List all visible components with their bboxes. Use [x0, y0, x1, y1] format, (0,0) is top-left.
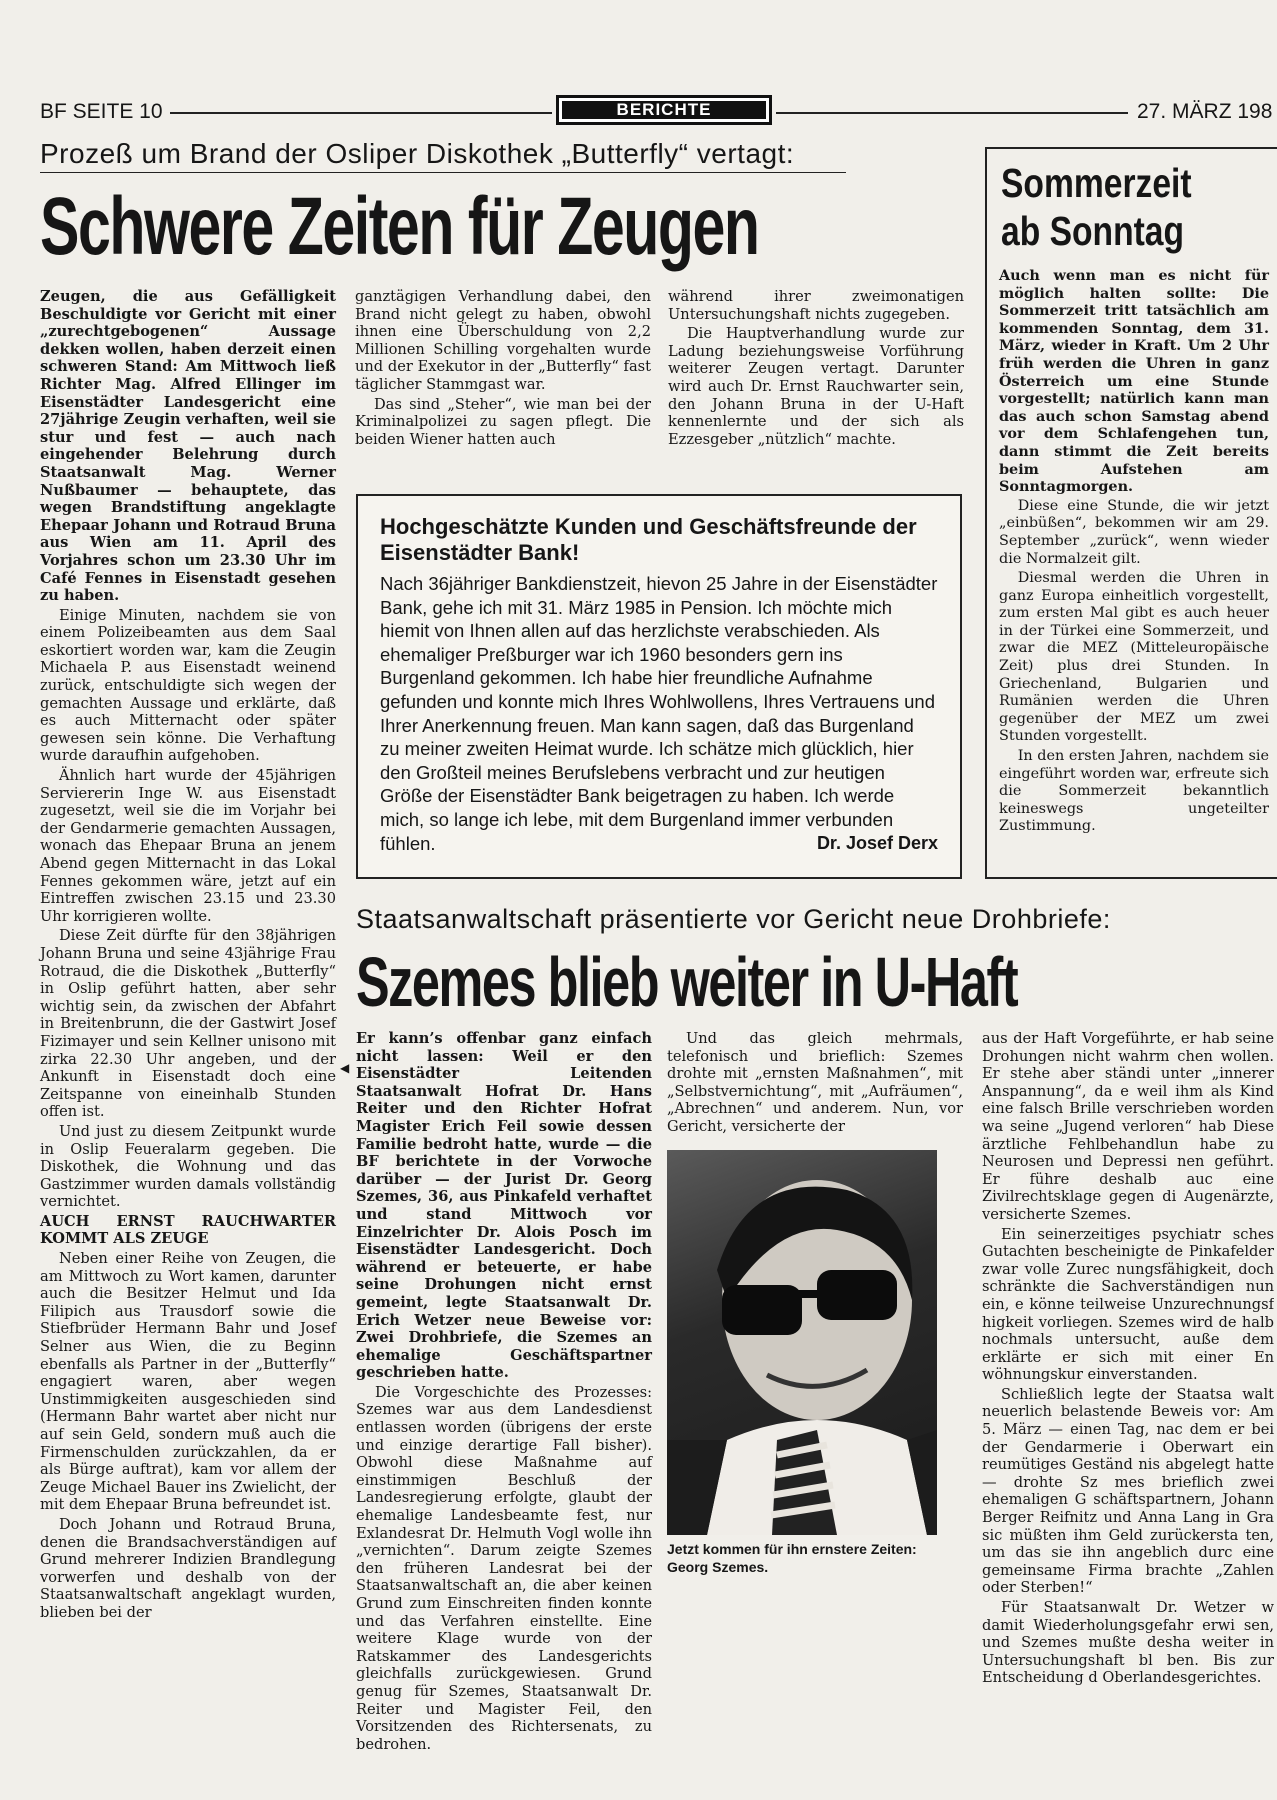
- article1-paragraph: Doch Johann und Rotraud Bruna, denen die Brandsachverständigen auf Grund mehrerer Indizien Brandlegung vorwerfen und deshalb von der Staatsanwaltschaft angeklagt wurden, blieben bei der: [40, 1515, 336, 1621]
- sidebar-paragraph: In den ersten Jahren, nachdem sie eingeführt worden war, erfreute sich die Sommerzeit bekanntlich keineswegs ungeteilter Zustimmung.: [999, 748, 1269, 835]
- section-badge: [556, 95, 772, 125]
- article1-paragraph: Einige Minuten, nachdem sie von einem Polizeibeamten aus dem Saal eskortiert worden war, kam die Zeugin Michaela P. aus Eisenstadt weinend zurück, entschuldigte sich wegen der gemachten Aussage und erklärte, daß es auch Mitternacht oder später gewesen sein könne. Die Verhaftung wurde daraufhin aufgehoben.: [40, 606, 336, 765]
- article1-subhead: AUCH ERNST RAUCHWARTER KOMMT ALS ZEUGE: [40, 1212, 336, 1248]
- column-marker-icon: ◀: [340, 1061, 350, 1075]
- article2-paragraph: aus der Haft Vorgeführte, er hab seine Drohungen nicht wahrm chen wollen. Er stehe aber ständi unter „innerer Anspannung“, da e weil ihm als Kind eine falsch Brille verschrieben worden wa seine „Jugend verloren“ hab Diese ärztliche Fehlbehandlun habe zu Neurosen und Depressi nen geführt. Er führe deshalb auc eine Zivilrechtsklage gegen di Augenärzte, versicherte Szemes.: [982, 1030, 1274, 1223]
- article2-paragraph: Schließlich legte der Staatsa walt neuerlich belastende Beweis vor: Am 5. März — einen Tag, nac dem er bei der Gendarmerie i Oberwart ein reumütiges Geständ nis abgelegt hatte — drohte Sz mes brieflich zwei ehemaligen G schäftspartnern, Johann Berger Reifnitz und Anna Lang in Gra sic müßten ihm Geld zurückersta ten, um das sie ihn angeblich durc eine gemeinsame Firma brachte „Zahlen oder Sterben!“: [982, 1385, 1274, 1597]
- photo-caption: Jetzt kommen für ihn ernstere Zeiten: Georg Szemes.: [667, 1541, 917, 1575]
- notice-title: Hochgeschätzte Kunden und Geschäftsfreunde der Eisenstädter Bank!: [380, 514, 917, 565]
- article1-paragraph: Neben einer Reihe von Zeugen, die am Mittwoch zu Wort kamen, darunter auch die Besitzer Helmut und Ida Filipich aus Trausdorf sowie die Stiefbrüder Hermann Bahr und Josef Selner aus Wien, die zu Beginn ebenfalls als Partner in der „Butterfly“ engagiert waren, aber wegen Unstimmigkeiten ausgeschieden sind (Hermann Bahr wartet aber nicht nur auf sein Geld, sondern muß auch die Firmenschulden zurückzahlen, da er als Bürge auftrat), kam vor allem der Zeuge Michael Bauer ins Zwielicht, der mit dem Ehepaar Bruna befreundet ist.: [40, 1250, 336, 1514]
- article2-paragraph: Ein seinerzeitiges psychiatr sches Gutachten bescheinigte de Pinkafelder zwar volle Zurec nungsfähigkeit, doch schränkte die Sachverständigen nun ein, e könne teilweise Unzurechnungsf higkeit vorliegen. Szemes wird de halb nochmals untersucht, auße dem erklärte er sich mit einer En wöhnungskur einverstanden.: [982, 1225, 1274, 1384]
- notice-body: Nach 36jähriger Bankdienstzeit, hievon 25 Jahre in der Eisenstädter Bank, gehe ich mit 31. März 1985 in Pension. Ich möchte mich hiemit von Ihnen allen auf das herzlichste verabschieden. Als ehemaliger Preßburger war ich 1960 besonders gern ins Burgenland gekommen. Ich habe hier freundliche Aufnahme gefunden und konnte mich Ihres Wohlwollens, Ihres Vertrauens und Ihrer Anerkennung freuen. Man kann sagen, daß das Burgenland zu meiner zweiten Heimat wurde. Ich schätze mich glücklich, hier den Großteil meines Berufslebens verbracht und zur heutigen Größe der Eisenstädter Bank beigetragen zu haben. Ich werde mich, so lange ich lebe, mit dem Burgenland immer verbunden fühlen.: [380, 573, 938, 854]
- portrait-photo: [667, 1150, 937, 1535]
- article2-column-2: [667, 1030, 963, 1138]
- article1-column-1: [40, 288, 336, 1624]
- section-label: BERICHTE: [562, 101, 766, 119]
- header-rule-left: [170, 112, 552, 114]
- article2-column-3: [982, 1030, 1274, 1689]
- article1-paragraph: Und just zu diesem Zeitpunkt wurde in Oslip Feueralarm gegeben. Die Diskothek, die Wohnung und das Gastzimmer wurden damals vollständig vernichtet.: [40, 1122, 336, 1211]
- sidebar-paragraph: Auch wenn man es nicht für möglich halten sollte: Die Sommerzeit tritt tatsächlich am kommenden Sonntag, dem 31. März, wieder in Kraft. Um 2 Uhr früh werden die Uhren in ganz Österreich um eine Stunde vorgestellt; natürlich kann man das auch schon Samstag abend vor dem Schlafengehen tun, dann stimmt die Zeit bereits beim Aufstehen am Sonntagmorgen.: [999, 267, 1269, 496]
- sidebar-paragraph: Diese eine Stunde, die wir jetzt „einbüßen“, bekommen wir am 29. September „zurück“, wenn wieder die Normalzeit gilt.: [999, 497, 1269, 567]
- notice-signature: Dr. Josef Derx: [816, 833, 938, 854]
- article1-lead: Zeugen, die aus Gefälligkeit Beschuldigte vor Gericht mit einer „zurechtgebogenen“ Aussage dekken wollen, haben derzeit einen schweren Stand: Am Mittwoch ließ Richter Mag. Alfred Ellinger im Eisenstädter Landesgericht eine 27jährige Zeugin verhaften, weil sie stur und fest — auch nach eingehender Belehrung durch Staatsanwalt Mag. Werner Nußbaumer — behauptete, das wegen Brandstiftung angeklagte Ehepaar Johann und Rotraud Bruna aus Wien am 11. April des Vorjahres schon um 23.30 Uhr im Café Fennes in Eisenstadt gesehen zu haben.: [40, 288, 336, 605]
- page-label: BF SEITE 10: [40, 100, 163, 123]
- article2-lead: Er kann’s offenbar ganz einfach nicht lassen: Weil er den Eisenstädter Leitenden Staatsanwalt Hofrat Dr. Hans Reiter und den Richter Hofrat Magister Erich Feil sowie dessen Familie bedroht hatte, wurde — die BF berichtete in der Vorwoche darüber — der Jurist Dr. Georg Szemes, 36, aus Pinkafeld verhaftet und stand Mittwoch vor Einzelrichter Dr. Alois Posch im Eisenstädter Landesgericht. Doch während er beteuerte, er habe seine Drohungen nicht ernst gemeint, legte Staatsanwalt Dr. Erich Wetzer neue Beweise vor: Zwei Drohbriefe, die Szemes an ehemalige Geschäftspartner geschrieben hatte.: [356, 1030, 652, 1382]
- article2-headline: Szemes blieb weiter in U-Haft: [356, 943, 1018, 1021]
- article1-kicker: Prozeß um Brand der Osliper Diskothek „Butterfly“ vertagt:: [40, 138, 795, 169]
- article1-column-2: [355, 288, 651, 450]
- article1-paragraph: Die Hauptverhandlung wurde zur Ladung beziehungsweise Vorführung weiterer Zeugen vertagt. Darunter wird auch Dr. Ernst Rauchwarter sein, den Johann Bruna in der U-Haft kennenlernte und der sich als Ezzesgeber „nützlich“ machte.: [668, 325, 964, 448]
- article1-paragraph: während ihrer zweimonatigen Untersuchungshaft nichts zugegeben.: [668, 288, 964, 323]
- sidebar-text: [999, 267, 1269, 838]
- article1-headline: Schwere Zeiten für Zeugen: [40, 181, 759, 272]
- issue-date: 27. MÄRZ 198: [1137, 100, 1273, 123]
- article2-paragraph: Die Vorgeschichte des Prozesses: Szemes war aus dem Landesdienst entlassen worden (übrigens der erste und einzige derartige Fall bisher). Obwohl diese Maßnahme auf einstimmigen Beschluß der Landesregierung erfolgte, glaubt der ehemalige Landesbeamte fest, nur Exlandesrat Dr. Helmuth Vogl wolle ihn „vernichten“. Darum zeigte Szemes den früheren Landesrat bei der Staatsanwaltschaft an, die aber keinen Grund zum Einschreiten finden konnte und das Verfahren einstellte. Eine weitere Klage wurde von der Ratskammer des Landesgerichts gleichfalls zurückgewiesen. Grund genug für Szemes, Staatsanwalt Dr. Reiter und Magister Feil, den Vorsitzenden des Richtersenats, zu bedrohen.: [356, 1383, 652, 1753]
- header-rule-right: [776, 112, 1128, 114]
- sidebar-paragraph: Diesmal werden die Uhren in ganz Europa einheitlich vorgestellt, zum ersten Mal gibt es auch heuer in der Türkei eine Sommerzeit, und zwar die MEZ (Mitteleuropäische Zeit) plus drei Stunden. In Griechenland, Bulgarien und Rumänien werden die Uhren gegenüber der MEZ um zwei Stunden vorgestellt.: [999, 570, 1269, 745]
- sidebar-headline-line1: Sommerzeit: [1001, 160, 1192, 206]
- sommerzeit-sidebar: [985, 147, 1277, 879]
- article2-column-1: [356, 1030, 652, 1755]
- article1-paragraph: Das sind „Steher“, wie man bei der Kriminalpolizei zu sagen pflegt. Die beiden Wiener hatten auch: [355, 395, 651, 448]
- article1-column-3: [668, 288, 964, 450]
- article1-paragraph: Ähnlich hart wurde der 45jährigen Serviererin Inge W. aus Eisenstadt zugesetzt, weil sie die im Vorjahr bei der Gendarmerie gemachten Aussagen, wonach das Ehepaar Bruna an jenem Abend gegen Mitternacht in das Lokal Fennes gekommen wäre, jetzt auf ein Eintreffen zwischen 23.15 und 23.30 Uhr korrigieren wollte.: [40, 767, 336, 925]
- bank-farewell-notice: [356, 494, 962, 879]
- article2-paragraph: Für Staatsanwalt Dr. Wetzer w damit Wiederholungsgefahr erwi sen, und Szemes mußte desha weiter in Untersuchungshaft bl ben. Bis zur Entscheidung d Oberlandesgerichtes.: [982, 1599, 1274, 1687]
- article1-paragraph: ganztägigen Verhandlung dabei, den Brand nicht gelegt zu haben, obwohl ihnen eine Überschuldung von 2,2 Millionen Schilling vorgehalten wurde und der Exekutor in der „Butterfly“ fast täglicher Stammgast war.: [355, 288, 651, 393]
- portrait-illustration: [667, 1150, 937, 1535]
- article1-paragraph: Diese Zeit dürfte für den 38jährigen Johann Bruna und seine 43jährige Frau Rotraud, die die Diskothek „Butterfly“ in Oslip geführt hatten, aber sehr wichtig sein, da zwischen der Abfahrt in Breitenbrunn, die der Gastwirt Josef Fizimayer und sein Kellner unisono mit zirka 22.30 Uhr angeben, und der Ankunft in Eisenstadt doch eine Zeitspanne von eineinhalb Stunden offen ist.: [40, 927, 336, 1121]
- sidebar-headline-line2: ab Sonntag: [1001, 208, 1185, 254]
- article2-kicker: Staatsanwaltschaft präsentierte vor Gericht neue Drohbriefe:: [356, 904, 1111, 934]
- kicker-rule: [40, 172, 846, 173]
- article2-paragraph: Und das gleich mehrmals, telefonisch und brieflich: Szemes drohte mit „ernsten Maßnahmen“, mit „Selbstvernichtung“, mit „Aufräumen“, „Abrechnen“ und anderem. Nun, vor Gericht, versicherte der: [667, 1030, 963, 1135]
